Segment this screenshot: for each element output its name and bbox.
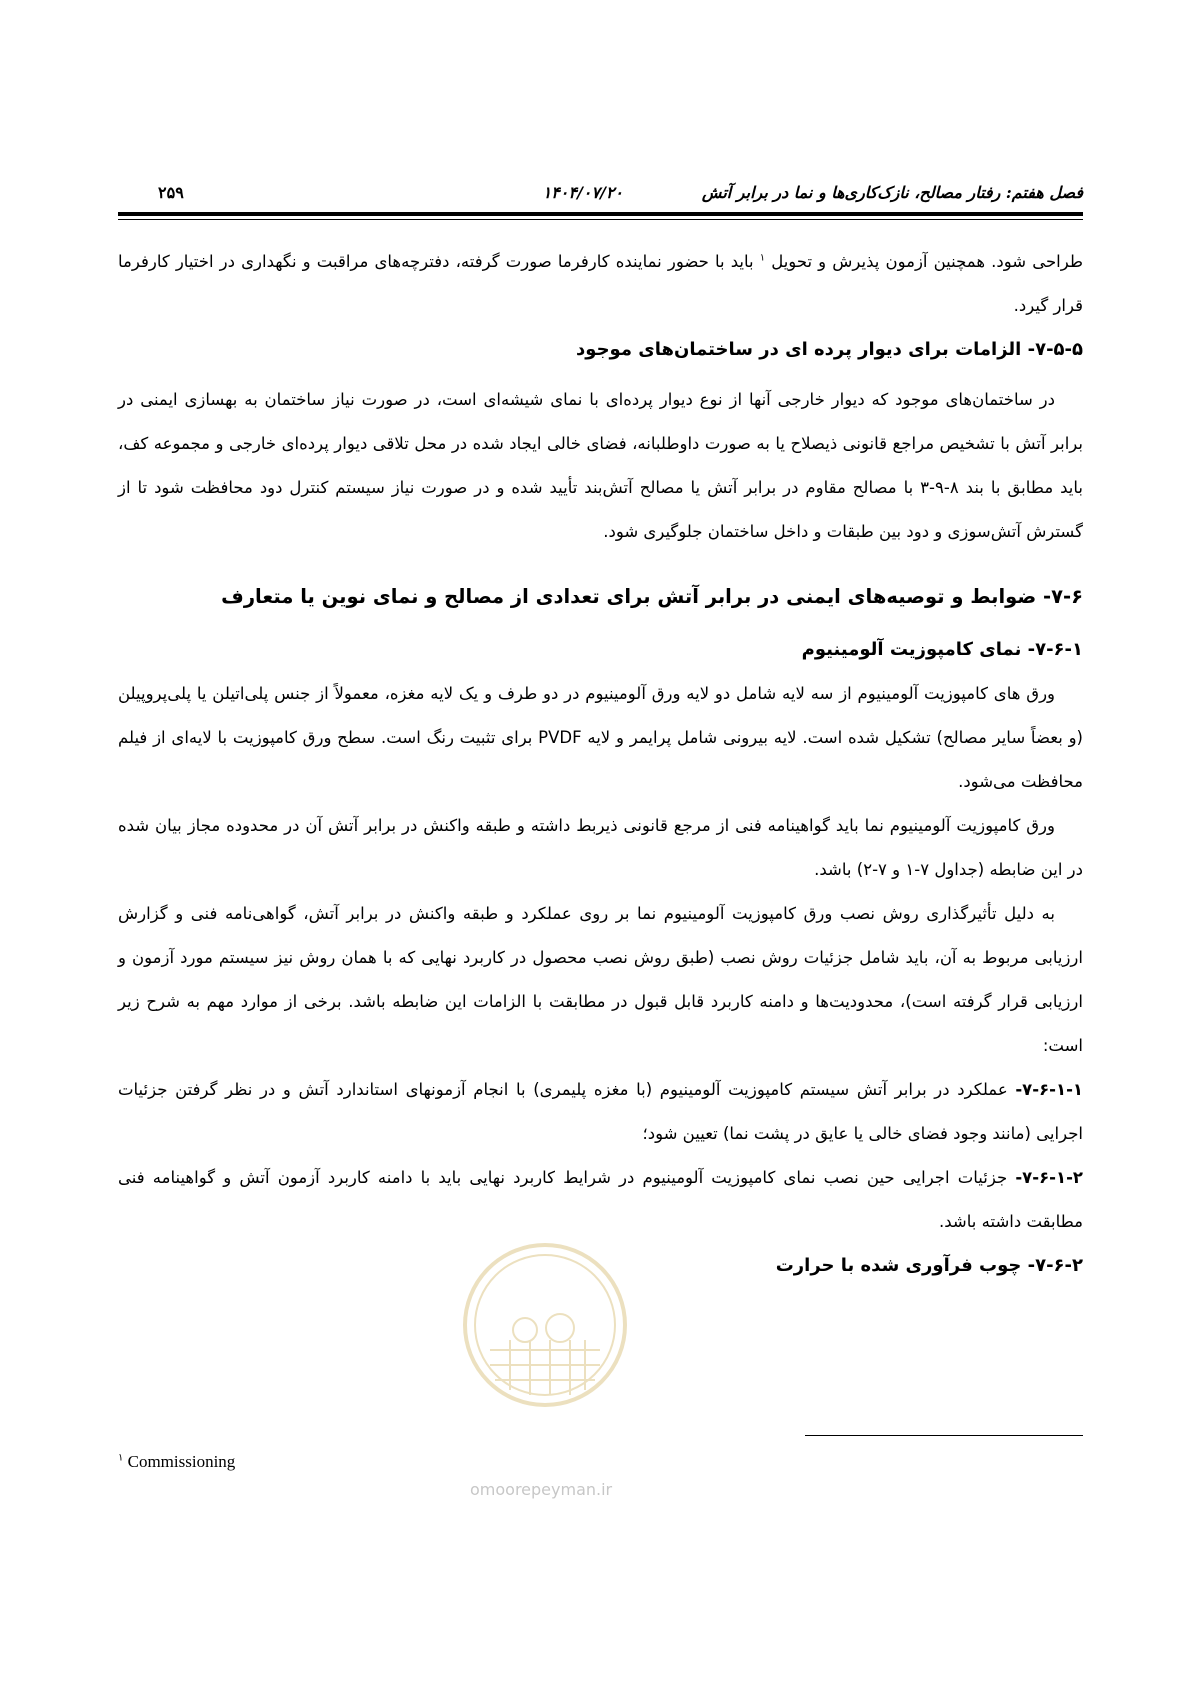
paragraph-curtain-wall: در ساختمان‌های موجود که دیوار خارجی آنها از نوع دیوار پرده‌ای با نمای شیشه‌ای است، در صورت نیاز ساختمان به بهسازی ایمنی در برابر آتش با تشخیص مراجع قانونی ذیصلاح یا به صورت داوطلبانه، فضای خالی ایجاد شده در محل تلاقی دیوار پرده‌ای خارجی و مجموعه کف، باید مطابق با بند ۸-۹-۳ با مصالح مقاوم در برابر آتش یا مصالح آتش‌بند تأیید شده و در صورت نیاز سیستم کنترل دود محافظت شود تا از گسترش آتش‌سوزی و دود بین طبقات و داخل ساختمان جلوگیری شود. [118, 390, 1084, 541]
footnote-text: Commissioning [127, 1452, 236, 1471]
heading-7-5-5: ۷-۵-۵- الزامات برای دیوار پرده ای در ساختمان‌های موجود [576, 339, 1083, 360]
clause-number: ۷-۶-۱-۱- [1015, 1080, 1083, 1099]
footnote-ref[interactable]: ۱ [759, 252, 766, 264]
paragraph-acp-certificate: ورق کامپوزیت آلومینیوم نما باید گواهینامه فنی از مرجع قانونی ذیربط داشته و طبقه واکنش در برابر آتش آن در محدوده مجاز بیان شده در این ضابطه (جداول ۷-۱ و ۷-۲) باشد. [118, 816, 1083, 879]
header-rule-thin [118, 219, 1083, 220]
header-rule-thick [118, 212, 1083, 216]
footnote [118, 1452, 235, 1472]
clause-number: ۷-۶-۱-۲- [1015, 1168, 1083, 1187]
footnote-marker: ۱ [118, 1452, 124, 1464]
paragraph-commissioning-rest: باید با حضور نماینده کارفرما صورت گرفته، دفترچه‌های مراقبت و نگهداری در اختیار کارفرما قرار گیرد. [118, 252, 1083, 315]
paragraph-acp-layers: ورق های کامپوزیت آلومینیوم از سه لایه شامل دو لایه ورق آلومینیوم در دو طرف و یک لایه مغزه، معمولاً از جنس پلی‌اتیلن یا پلی‌پروپیلن (و بعضاً سایر مصالح) تشکیل شده است. لایه بیرونی شامل پرایمر و لایه PVDF برای تثبیت رنگ است. سطح ورق کامپوزیت با لایه‌ای از فیلم محافظت می‌شود. [118, 684, 1083, 791]
watermark-logo [460, 1240, 630, 1410]
page-body [118, 240, 1083, 1288]
paragraph-commissioning-start: طراحی شود. همچنین آزمون پذیرش و تحویل [771, 252, 1083, 271]
paragraph-commissioning [118, 240, 1083, 328]
footnote-rule [805, 1435, 1083, 1436]
header-date: ۱۴۰۴/۰۷/۲۰ [542, 183, 623, 202]
heading-7-6-1: ۷-۶-۱- نمای کامپوزیت آلومینیوم [801, 639, 1083, 660]
paragraph-acp-installation: به دلیل تأثیرگذاری روش نصب ورق کامپوزیت آلومینیوم نما بر روی عملکرد و طبقه واکنش در برابر آتش، گواهی‌نامه فنی و گزارش ارزیابی مربوط به آن، باید شامل جزئیات روش نصب (طبق روش نصب محصول در کاربرد نهایی که با همان روش نیز سیستم مورد آزمون و ارزیابی قرار گرفته است)، محدودیت‌ها و دامنه کاربرد قابل قبول در مطابقت با الزامات این ضابطه باشد. برخی از موارد مهم به شرح زیر است: [118, 904, 1083, 1055]
clause-7-6-1-2 [118, 1156, 1083, 1244]
clause-text: عملکرد در برابر آتش سیستم کامپوزیت آلومینیوم (با مغزه پلیمری) با انجام آزمونهای استاندارد آتش و در نظر گرفتن جزئیات اجرایی (مانند وجود فضای خالی یا عایق در پشت نما) تعیین شود؛ [118, 1080, 1083, 1143]
clause-text: جزئیات اجرایی حین نصب نمای کامپوزیت آلومینیوم در شرایط کاربرد نهایی باید با دامنه کاربرد آزمون آتش و گواهینامه فنی مطابقت داشته باشد. [118, 1168, 1083, 1231]
chapter-title: فصل هفتم: رفتار مصالح، نازک‌کاری‌ها و نما در برابر آتش [701, 183, 1083, 202]
page-header [118, 183, 1083, 207]
clause-7-6-1-1 [118, 1068, 1083, 1156]
page-number: ۲۵۹ [158, 183, 184, 202]
heading-7-6: ۷-۶- ضوابط و توصیه‌های ایمنی در برابر آتش برای تعدادی از مصالح و نمای نوین یا متعارف [221, 585, 1083, 608]
watermark-site: omoorepeyman.ir [470, 1480, 613, 1499]
heading-7-6-2: ۷-۶-۲- چوب فرآوری شده با حرارت [775, 1255, 1083, 1276]
